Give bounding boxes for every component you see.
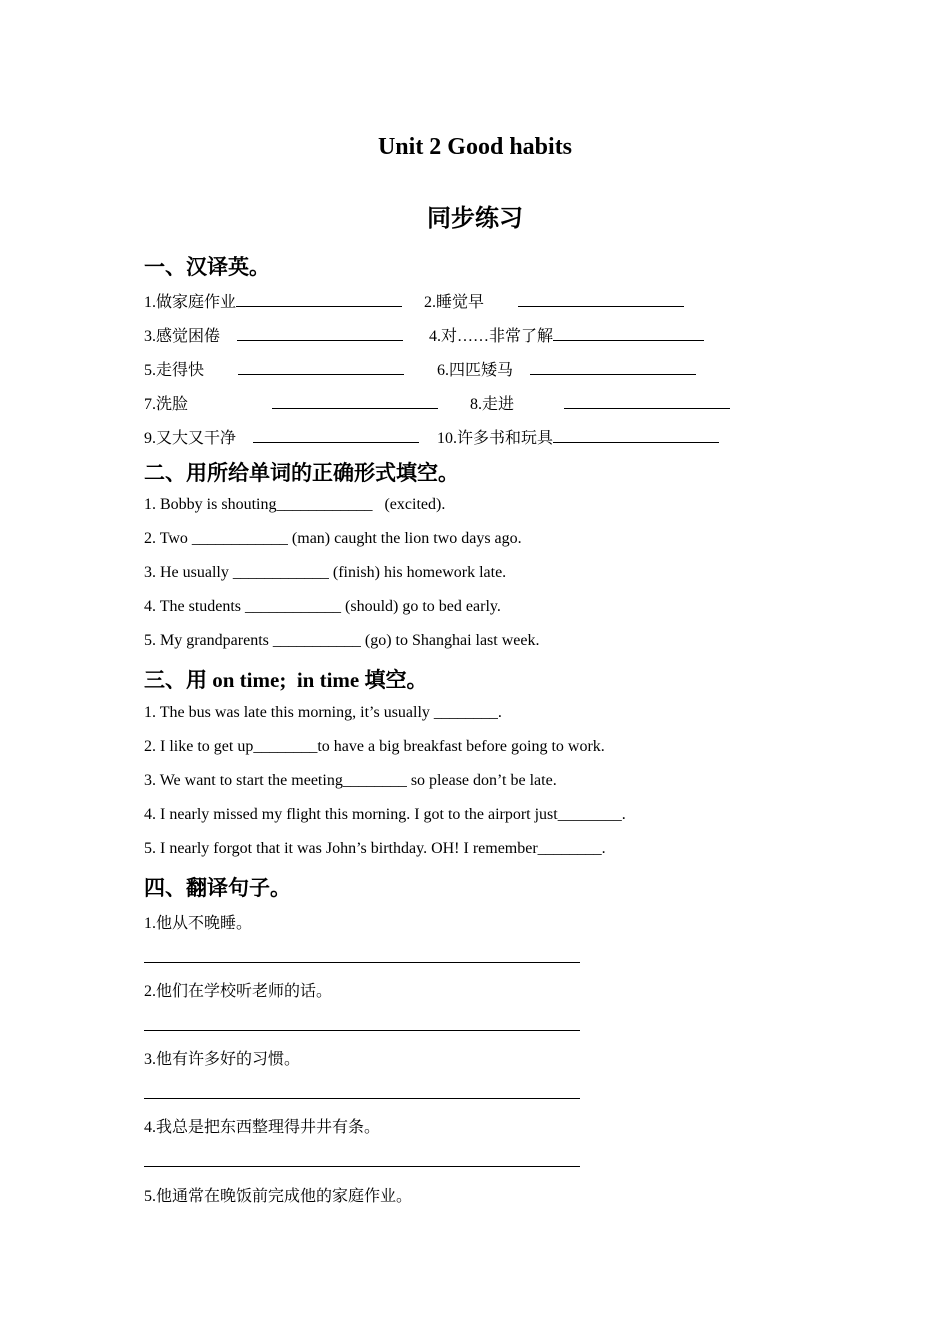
section-1-heading: 一、汉译英。 [144,255,270,279]
page-title: Unit 2 Good habits [377,134,573,160]
s4-item-2: 2.他们在学校听老师的话。 [144,983,333,1000]
s1-item-5: 5.走得快 [144,357,404,380]
page-subtitle: 同步练习 [427,206,523,232]
s4-item-5: 5.他通常在晚饭前完成他的家庭作业。 [144,1188,413,1205]
s4-answer-line-3 [144,1098,580,1099]
s1-item-4: 4.对……非常了解 [429,323,704,346]
s2-item-4: 4. The students ____________ (should) go to bed early. [144,598,501,615]
s2-item-5: 5. My grandparents ___________ (go) to Shanghai last week. [144,632,540,649]
section-2-heading: 二、用所给单词的正确形式填空。 [144,461,459,485]
s4-answer-line-4 [144,1166,580,1167]
s2-item-3: 3. He usually ____________ (finish) his homework late. [144,564,507,581]
s1-item-6: 6.四匹矮马 [437,357,696,380]
s1-item-1: 1.做家庭作业 [144,289,402,312]
s1-item-3: 3.感觉困倦 [144,323,403,346]
s3-item-4: 4. I nearly missed my flight this morning. I got to the airport just________. [144,806,626,823]
s3-item-2: 2. I like to get up________to have a big breakfast before going to work. [144,738,605,755]
s4-item-1: 1.他从不晚睡。 [144,915,253,932]
s4-answer-line-2 [144,1030,580,1031]
s4-item-3: 3.他有许多好的习惯。 [144,1051,301,1068]
s3-item-1: 1. The bus was late this morning, it’s usually ________. [144,704,502,721]
s4-answer-line-1 [144,962,580,963]
s1-item-8: 8.走进 [470,391,730,414]
s1-item-2: 2.睡觉早 [424,289,684,312]
s1-item-7: 7.洗脸 [144,391,438,414]
s2-item-1: 1. Bobby is shouting____________ (excited). [144,496,446,513]
s1-item-9: 9.又大又干净 [144,425,419,448]
s3-item-3: 3. We want to start the meeting________ so please don’t be late. [144,772,557,789]
s2-item-2: 2. Two ____________ (man) caught the lion two days ago. [144,530,522,547]
section-4-heading: 四、翻译句子。 [144,876,291,900]
s3-item-5: 5. I nearly forgot that it was John’s birthday. OH! I remember________. [144,840,606,857]
section-3-heading: 三、用 on time; in time 填空。 [144,668,428,692]
s1-item-10: 10.许多书和玩具 [437,425,719,448]
s4-item-4: 4.我总是把东西整理得井井有条。 [144,1119,381,1136]
